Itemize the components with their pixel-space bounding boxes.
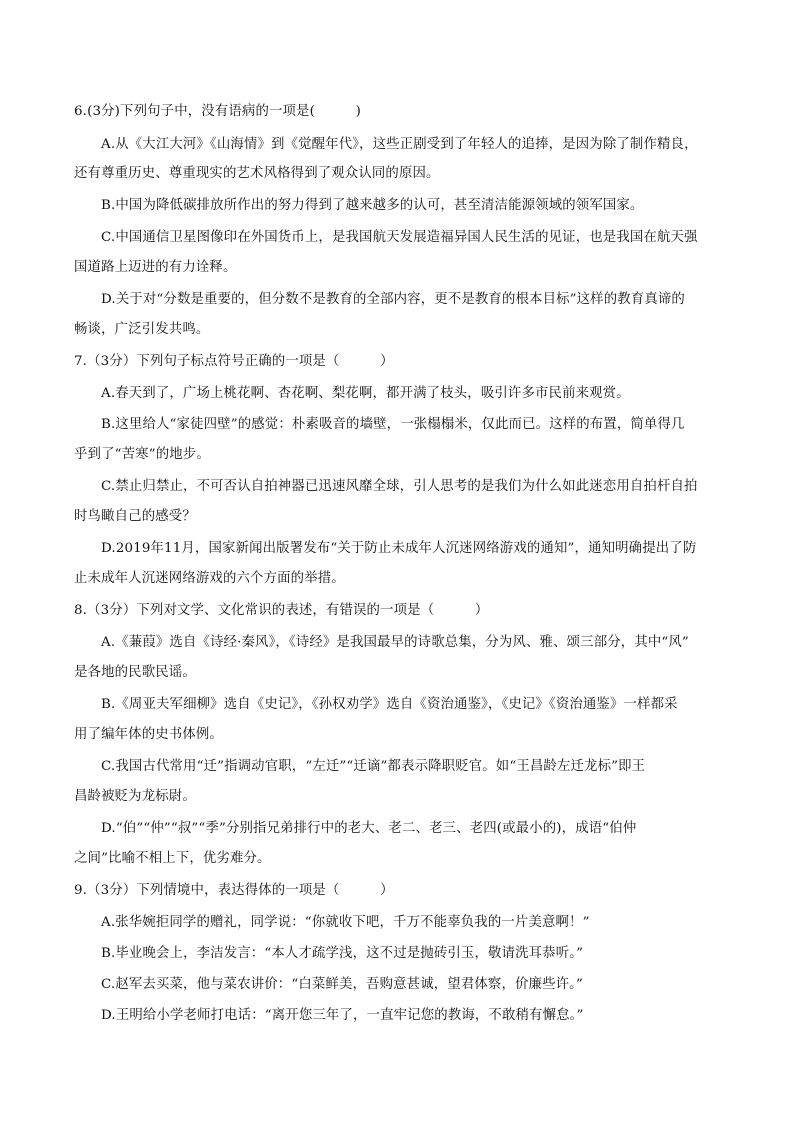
question-6-option-a-cont: 还有尊重历史、尊重现实的艺术风格得到了观众认同的原因。 <box>74 166 440 181</box>
question-7-option-b-cont: 乎到了“苦寒”的地步。 <box>74 447 210 462</box>
question-7-option-b: B.这里给人“家徒四壁”的感觉：朴素吸音的墙壁，一张榻榻米，仅此而已。这样的布置，简单得几 <box>101 417 685 432</box>
question-8-option-a-cont: 是各地的民歌民谣。 <box>74 665 196 680</box>
question-7-option-a: A.春天到了，广场上桃花啊、杏花啊、梨花啊，都开满了枝头，吸引许多市民前来观赏。 <box>101 386 630 401</box>
question-7-option-d: D.2019年11月，国家新闻出版署发布“关于防止未成年人沉迷网络游戏的通知”，通知明确提出了防 <box>101 541 697 556</box>
question-8-option-d: D.“伯”“仲”“叔”“季”分别指兄弟排行中的老大、老二、老三、老四(或最小的)，成语“伯仲 <box>101 821 637 836</box>
question-9-option-a: A.张华婉拒同学的赠礼，同学说：“你就收下吧，千万不能辜负我的一片美意啊！” <box>101 915 590 930</box>
question-8-option-a: A.《蒹葭》选自《诗经·秦风》，《诗经》是我国最早的诗歌总集，分为风、雅、颂三部分，其中“风” <box>101 635 689 650</box>
question-6-stem: 6.(3分)下列句子中，没有语病的一项是( ) <box>74 104 361 119</box>
question-9-option-b: B.毕业晚会上，李洁发言：“本人才疏学浅，这不过是抛砖引玉，敬请洗耳恭听。” <box>101 946 584 961</box>
question-6-option-c: C.中国通信卫星图像印在外国货币上，是我国航天发展造福异国人民生活的见证，也是我国在航天强 <box>101 230 698 245</box>
question-6-option-a: A.从《大江大河》《山海情》到《觉醒年代》，这些正剧受到了年轻人的追捧，是因为除了制作精良， <box>101 137 698 152</box>
question-6-option-c-cont: 国道路上迈进的有力诠释。 <box>74 260 237 275</box>
question-8-option-b: B.《周亚夫军细柳》选自《史记》，《孙权劝学》选自《资治通鉴》，《史记》《资治通鉴》一样都采 <box>101 697 678 712</box>
question-9-stem: 9.（3分）下列情境中，表达得体的一项是（ ） <box>74 883 394 898</box>
question-6-option-d: D.关于对“分数是重要的，但分数不是教育的全部内容，更不是教育的根本目标”这样的教育真谛的 <box>101 292 685 307</box>
question-8-option-d-cont: 之间”比喻不相上下，优劣难分。 <box>74 851 271 866</box>
question-8-option-c-cont: 昌龄被贬为龙标尉。 <box>74 789 196 804</box>
question-7-option-d-cont: 止未成年人沉迷网络游戏的六个方面的举措。 <box>74 571 345 586</box>
question-8-option-c: C.我国古代常用“迁”指调动官职，“左迁”“迁谪”都表示降职贬官。如“王昌龄左迁龙标”即王 <box>101 759 646 774</box>
question-7-option-c: C.禁止归禁止，不可否认自拍神器已迅速风靡全球，引人思考的是我们为什么如此迷恋用自拍杆自拍 <box>101 479 698 494</box>
question-6-option-d-cont: 畅谈，广泛引发共鸣。 <box>74 322 210 337</box>
question-6-option-b: B.中国为降低碳排放所作出的努力得到了越来越多的认可，甚至清洁能源领域的领军国家。 <box>101 198 644 213</box>
question-9-option-c: C.赵军去买菜，他与菜农讲价：“白菜鲜美，吾购意甚诚，望君体察，价廉些许。” <box>101 977 583 992</box>
question-7-option-c-cont: 时鸟瞰自己的感受？ <box>74 509 196 524</box>
question-9-option-d: D.王明给小学老师打电话：“离开您三年了，一直牢记您的教诲，不敢稍有懈怠。” <box>101 1008 584 1023</box>
question-8-option-b-cont: 用了编年体的史书体例。 <box>74 727 223 742</box>
question-8-stem: 8.（3分）下列对文学、文化常识的表述，有错误的一项是（ ） <box>74 603 489 618</box>
question-7-stem: 7.（3分）下列句子标点符号正确的一项是（ ） <box>74 354 394 369</box>
